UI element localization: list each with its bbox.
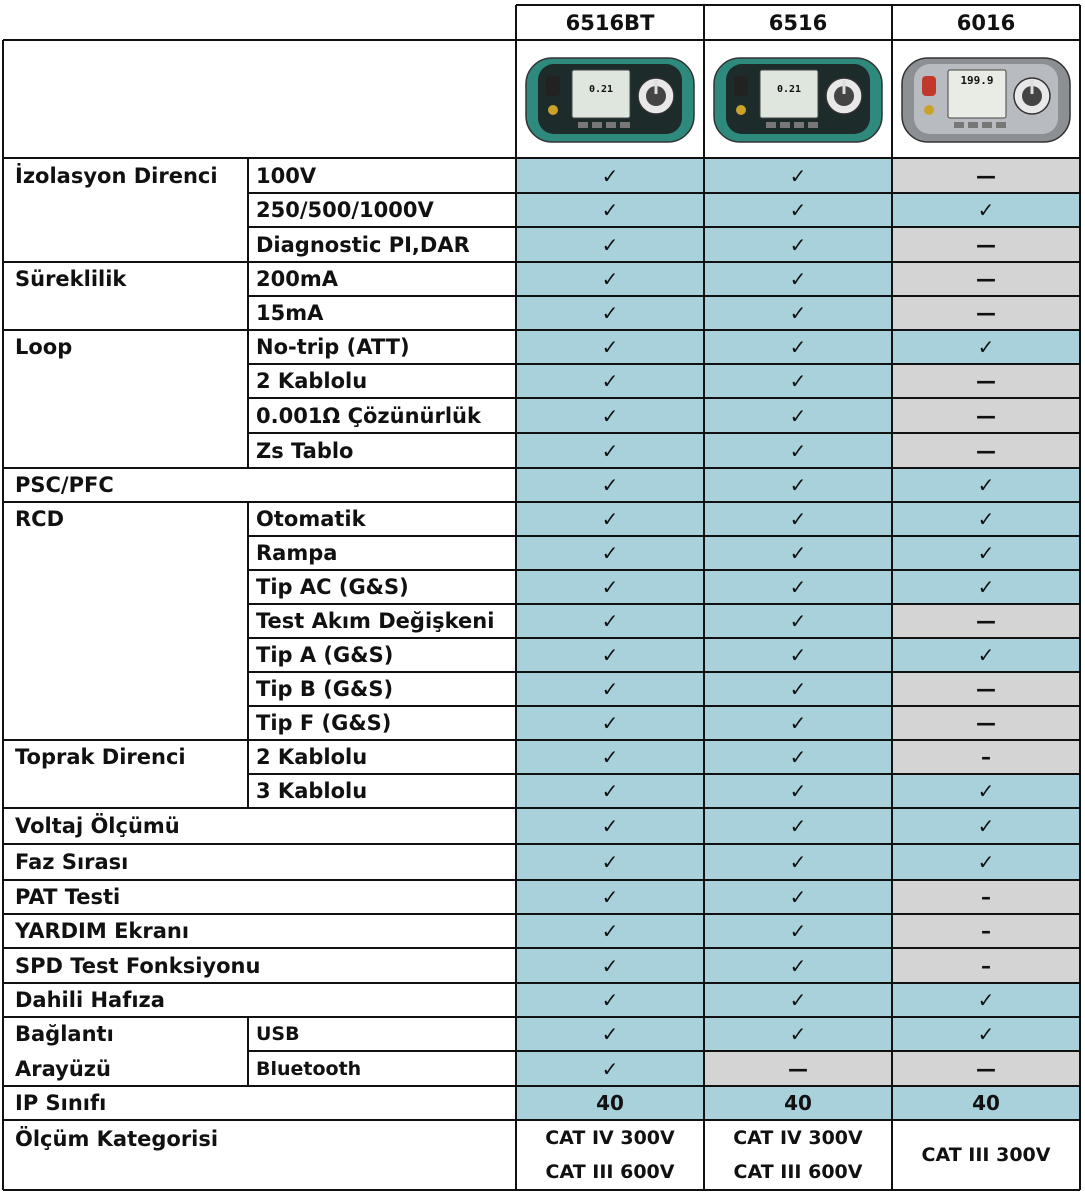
grid-line [248, 671, 1080, 673]
grid-line [247, 672, 249, 706]
measurement-category-value [516, 1120, 704, 1190]
model-header: 6516BT [565, 10, 655, 35]
check-icon: ✓ [704, 193, 892, 227]
dash-icon: — [892, 227, 1080, 262]
category-line: CAT IV 300V [545, 1127, 675, 1149]
grid-line [3, 1189, 1080, 1191]
check-icon: ✓ [892, 330, 1080, 364]
dash-icon: – [892, 740, 1080, 774]
grid-line [3, 329, 1080, 331]
feature-sub-label: Tip F (G&S) [256, 711, 392, 735]
grid-line [516, 4, 1080, 6]
feature-sub-label: 3 Kablolu [256, 779, 368, 803]
check-icon: ✓ [516, 193, 704, 227]
feature-group-label: Faz Sırası [15, 850, 129, 874]
feature-sub-label: Zs Tablo [256, 438, 354, 463]
check-icon: ✓ [516, 296, 704, 330]
category-line: CAT IV 300V [733, 1127, 863, 1149]
grid-line [3, 843, 1080, 845]
check-icon: ✓ [516, 808, 704, 844]
grid-line [247, 570, 249, 604]
check-icon: ✓ [516, 706, 704, 740]
check-icon: ✓ [516, 262, 704, 296]
grid-line [248, 363, 1080, 365]
grid-line [248, 226, 1080, 228]
feature-sub-label: Bluetooth [256, 1057, 362, 1080]
device-screen-value: 0.21 [588, 84, 614, 95]
grid-line [3, 913, 1080, 915]
measurement-category-value [704, 1120, 892, 1190]
check-icon: ✓ [704, 983, 892, 1017]
feature-group-label: İzolasyon Direnci [15, 163, 218, 188]
ip-value: 40 [892, 1086, 1080, 1120]
check-icon: ✓ [516, 672, 704, 706]
check-icon: ✓ [516, 330, 704, 364]
grid-line [3, 879, 1080, 881]
check-icon: ✓ [704, 844, 892, 880]
grid-line [248, 637, 1080, 639]
grid-line [247, 398, 249, 433]
dash-icon: — [892, 296, 1080, 330]
dash-icon: — [892, 1051, 1080, 1086]
check-icon: ✓ [892, 570, 1080, 604]
dash-icon: — [892, 262, 1080, 296]
check-icon: ✓ [892, 638, 1080, 672]
check-icon: ✓ [704, 740, 892, 774]
feature-group-label: SPD Test Fonksiyonu [15, 953, 261, 978]
check-icon: ✓ [704, 604, 892, 638]
feature-group-label: Arayüzü [15, 1056, 111, 1081]
feature-sub-label: Tip A (G&S) [256, 643, 394, 667]
check-icon: ✓ [892, 502, 1080, 536]
check-icon: ✓ [704, 502, 892, 536]
grid-line [3, 1016, 1080, 1018]
dash-icon: – [892, 948, 1080, 983]
dash-icon: — [892, 433, 1080, 468]
check-icon: ✓ [704, 672, 892, 706]
check-icon: ✓ [516, 1051, 704, 1086]
check-icon: ✓ [704, 398, 892, 433]
feature-sub-label: 250/500/1000V [256, 198, 434, 222]
check-icon: ✓ [516, 983, 704, 1017]
check-icon: ✓ [516, 604, 704, 638]
grid-line [247, 1051, 249, 1086]
grid-line [248, 535, 1080, 537]
check-icon: ✓ [704, 262, 892, 296]
grid-line [248, 705, 1080, 707]
feature-sub-label: Tip B (G&S) [256, 677, 394, 701]
grid-line [248, 397, 1080, 399]
check-icon: ✓ [892, 844, 1080, 880]
feature-group-label: Süreklilik [15, 267, 127, 291]
dash-icon: – [892, 880, 1080, 914]
check-icon: ✓ [516, 570, 704, 604]
check-icon: ✓ [516, 880, 704, 914]
check-icon: ✓ [704, 330, 892, 364]
feature-sub-label: Tip AC (G&S) [256, 575, 409, 599]
grid-line [247, 330, 249, 364]
dash-icon: – [892, 914, 1080, 948]
grid-line [3, 807, 1080, 809]
device-image-3 [900, 52, 1072, 148]
feature-sub-label: 200mA [256, 267, 338, 291]
dash-icon: — [892, 706, 1080, 740]
check-icon: ✓ [704, 227, 892, 262]
feature-sub-label: 100V [256, 163, 317, 188]
check-icon: ✓ [704, 158, 892, 193]
feature-sub-label: USB [256, 1023, 300, 1045]
feature-sub-label: Diagnostic PI,DAR [256, 232, 470, 257]
grid-line [248, 1050, 1080, 1052]
grid-line [3, 261, 1080, 263]
feature-group-label: PAT Testi [15, 885, 121, 909]
feature-group-label: Toprak Direnci [15, 745, 186, 769]
model-header: 6016 [956, 10, 1016, 35]
feature-sub-label: Test Akım Değişkeni [256, 609, 495, 633]
check-icon: ✓ [704, 364, 892, 398]
check-icon: ✓ [516, 948, 704, 983]
grid-line [247, 706, 249, 740]
grid-line [3, 947, 1080, 949]
grid-line [248, 773, 1080, 775]
device-screen-value: 0.21 [776, 84, 802, 95]
check-icon: ✓ [704, 536, 892, 570]
dash-icon: — [892, 604, 1080, 638]
feature-group-label: Voltaj Ölçümü [15, 814, 180, 838]
check-icon: ✓ [516, 227, 704, 262]
check-icon: ✓ [516, 774, 704, 808]
model-header: 6516 [768, 10, 828, 35]
check-icon: ✓ [704, 880, 892, 914]
grid-line [3, 739, 1080, 741]
feature-group-label: IP Sınıfı [15, 1091, 107, 1115]
check-icon: ✓ [516, 740, 704, 774]
grid-line [248, 295, 1080, 297]
dash-icon: — [892, 364, 1080, 398]
check-icon: ✓ [892, 536, 1080, 570]
grid-line [247, 502, 249, 536]
dash-icon: — [892, 398, 1080, 433]
check-icon: ✓ [704, 706, 892, 740]
feature-group-label: YARDIM Ekranı [15, 919, 190, 943]
check-icon: ✓ [516, 914, 704, 948]
check-icon: ✓ [516, 398, 704, 433]
feature-group-label: Bağlantı [15, 1022, 114, 1046]
check-icon: ✓ [704, 638, 892, 672]
grid-line [248, 569, 1080, 571]
check-icon: ✓ [892, 983, 1080, 1017]
check-icon: ✓ [516, 502, 704, 536]
grid-line [3, 39, 1080, 41]
grid-line [3, 1085, 1080, 1087]
ip-value: 40 [704, 1086, 892, 1120]
device-image-2 [712, 52, 884, 148]
grid-line [3, 982, 1080, 984]
measurement-category-value [892, 1120, 1080, 1190]
feature-group-label: RCD [15, 507, 65, 531]
check-icon: ✓ [892, 468, 1080, 502]
grid-line [247, 433, 249, 468]
grid-line [1079, 5, 1081, 1190]
check-icon: ✓ [704, 570, 892, 604]
feature-sub-label: Rampa [256, 541, 338, 565]
grid-line [3, 467, 1080, 469]
feature-sub-label: Otomatik [256, 507, 366, 531]
category-line: CAT III 300V [921, 1144, 1051, 1166]
check-icon: ✓ [704, 914, 892, 948]
ip-value: 40 [516, 1086, 704, 1120]
grid-line [703, 5, 705, 1190]
grid-line [248, 432, 1080, 434]
check-icon: ✓ [704, 808, 892, 844]
device-image-1 [524, 52, 696, 148]
category-line: CAT III 600V [545, 1161, 675, 1183]
grid-line [248, 603, 1080, 605]
grid-line [247, 1017, 249, 1051]
check-icon: ✓ [516, 158, 704, 193]
grid-line [247, 638, 249, 672]
dash-icon: — [704, 1051, 892, 1086]
grid-line [3, 1119, 1080, 1121]
check-icon: ✓ [892, 774, 1080, 808]
grid-line [3, 501, 1080, 503]
feature-sub-label: 0.001Ω Çözünürlük [256, 403, 481, 428]
check-icon: ✓ [704, 433, 892, 468]
grid-line [247, 193, 249, 227]
check-icon: ✓ [516, 364, 704, 398]
check-icon: ✓ [892, 808, 1080, 844]
check-icon: ✓ [516, 433, 704, 468]
feature-sub-label: 2 Kablolu [256, 745, 368, 769]
grid-line [247, 536, 249, 570]
feature-sub-label: No-trip (ATT) [256, 335, 410, 359]
check-icon: ✓ [516, 638, 704, 672]
check-icon: ✓ [704, 1017, 892, 1051]
grid-line [515, 5, 517, 1190]
dash-icon: — [892, 158, 1080, 193]
grid-line [247, 740, 249, 774]
check-icon: ✓ [516, 536, 704, 570]
grid-line [3, 157, 1080, 159]
device-screen-value: 199.9 [960, 74, 994, 87]
grid-line [247, 227, 249, 262]
grid-line [247, 296, 249, 330]
grid-line [247, 364, 249, 398]
check-icon: ✓ [704, 948, 892, 983]
feature-sub-label: 2 Kablolu [256, 369, 368, 393]
feature-sub-label: 15mA [256, 301, 324, 325]
dash-icon: — [892, 672, 1080, 706]
category-line: CAT III 600V [733, 1161, 863, 1183]
check-icon: ✓ [516, 1017, 704, 1051]
feature-group-label: Loop [15, 335, 73, 359]
grid-line [247, 774, 249, 808]
check-icon: ✓ [892, 1017, 1080, 1051]
check-icon: ✓ [704, 468, 892, 502]
check-icon: ✓ [892, 193, 1080, 227]
grid-line [248, 192, 1080, 194]
check-icon: ✓ [704, 774, 892, 808]
grid-line [891, 5, 893, 1190]
check-icon: ✓ [516, 844, 704, 880]
grid-line [247, 604, 249, 638]
feature-group-label: Dahili Hafıza [15, 988, 165, 1012]
check-icon: ✓ [704, 296, 892, 330]
grid-line [247, 262, 249, 296]
measurement-category-label: Ölçüm Kategorisi [15, 1127, 219, 1151]
check-icon: ✓ [516, 468, 704, 502]
grid-line [247, 158, 249, 193]
feature-group-label: PSC/PFC [15, 473, 114, 497]
